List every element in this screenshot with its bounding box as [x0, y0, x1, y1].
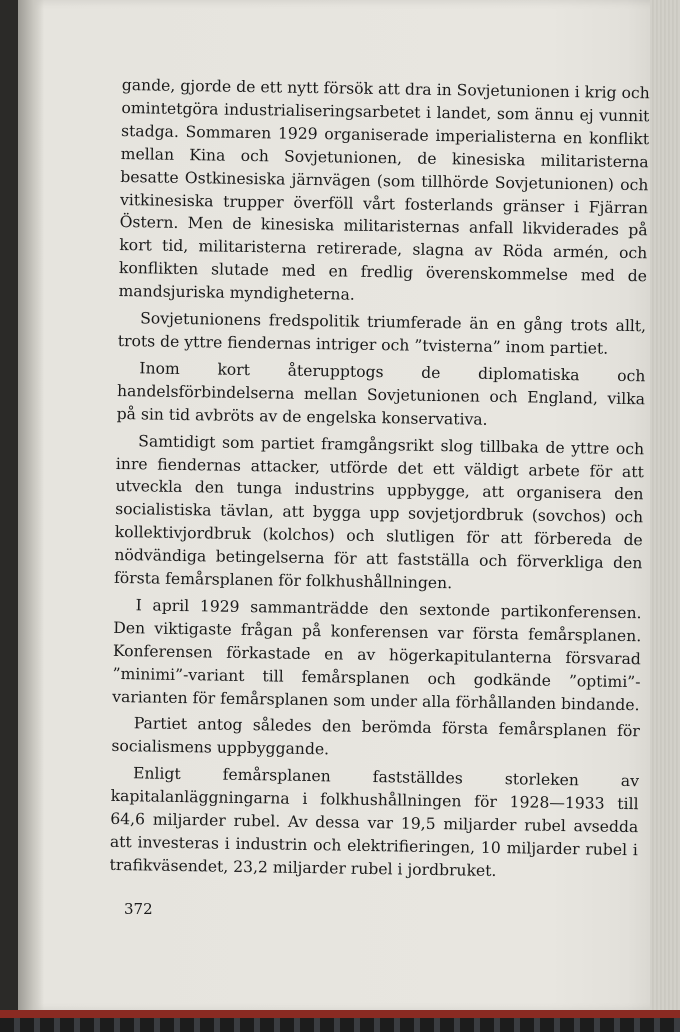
- paragraph: Partiet antog således den berömda första femårsplanen för socialismens uppbyggande.: [111, 714, 640, 759]
- paragraph: Sovjetunionens fredspolitik triumferade än en gång trots allt, trots de yttre fiendernas intriger och ”tvisterna” inom partiet.: [117, 309, 647, 358]
- paragraph: Samtidigt som partiet framgångsrikt slog tillbaka de yttre och inre fiendernas attacker, utförde det ett väldigt arbete för att utveckla den tunga industrins uppbygge, att organisera den socialistiska tävlan, att bygga upp sovjetjordbruk (sovchos) och kollektivjordbruk (kolchos) och slutligen för att förbereda de nödvändiga betingelserna för att fastställa och förverkliga den första femårsplanen för folkhushållningen.: [113, 431, 645, 593]
- body-text: [109, 74, 650, 889]
- book-cover-edge: [0, 1010, 680, 1018]
- binding-shadow: [18, 0, 44, 1012]
- paragraph: gande, gjorde de ett nytt försök att dra in Sovjetunionen i krig och omintetgöra industrialiseringsarbetet i landet, som ännu ej vunnit stadga. Sommaren 1929 organiserade imperialisterna en konflikt mellan Kina och Sovjetunionen, de kinesiska militaristerna besatte Ostkinesiska järnvägen (som tillhörde Sovjetunionen) och vitkinesiska trupper överföll vårt fosterlands gränser i Fjärran Östern. Men de kinesiska militaristernas anfall likviderades på kort tid, militaristerna retirerade, slagna av Röda armén, och konflikten slutade med en fredlig överenskommelse med de mandsjuriska myndigheterna.: [118, 75, 650, 304]
- page-edges: [650, 0, 680, 1012]
- book-page: [18, 0, 680, 1012]
- paragraph: I april 1929 sammanträdde den sextonde partikonferensen. Den viktigaste frågan på konferensen var första femårsplanen. Konferensen förkastade en av högerkapitulanterna försvarad ”minimi”-variant till femårsplanen och godkände ”optimi”-varianten för femårsplanen som under alla förhållanden bindande.: [112, 596, 642, 714]
- page-number: 372: [124, 900, 153, 918]
- paragraph: Inom kort återupptogs de diplomatiska och handelsförbindelserna mellan Sovjetunionen och England, vilka på sin tid avbröts av de engelska konservativa.: [116, 359, 646, 429]
- paragraph: Enligt femårsplanen fastställdes storleken av kapitalanläggningarna i folkhushållningen för 1928—1933 till 64,6 miljarder rubel. Av dessa var 19,5 miljarder rubel avsedda att investeras i industrin och elektrifieringen, 10 miljarder rubel i trafikväsendet, 23,2 miljarder rubel i jordbruket.: [109, 764, 640, 880]
- background-surface: [0, 1018, 680, 1032]
